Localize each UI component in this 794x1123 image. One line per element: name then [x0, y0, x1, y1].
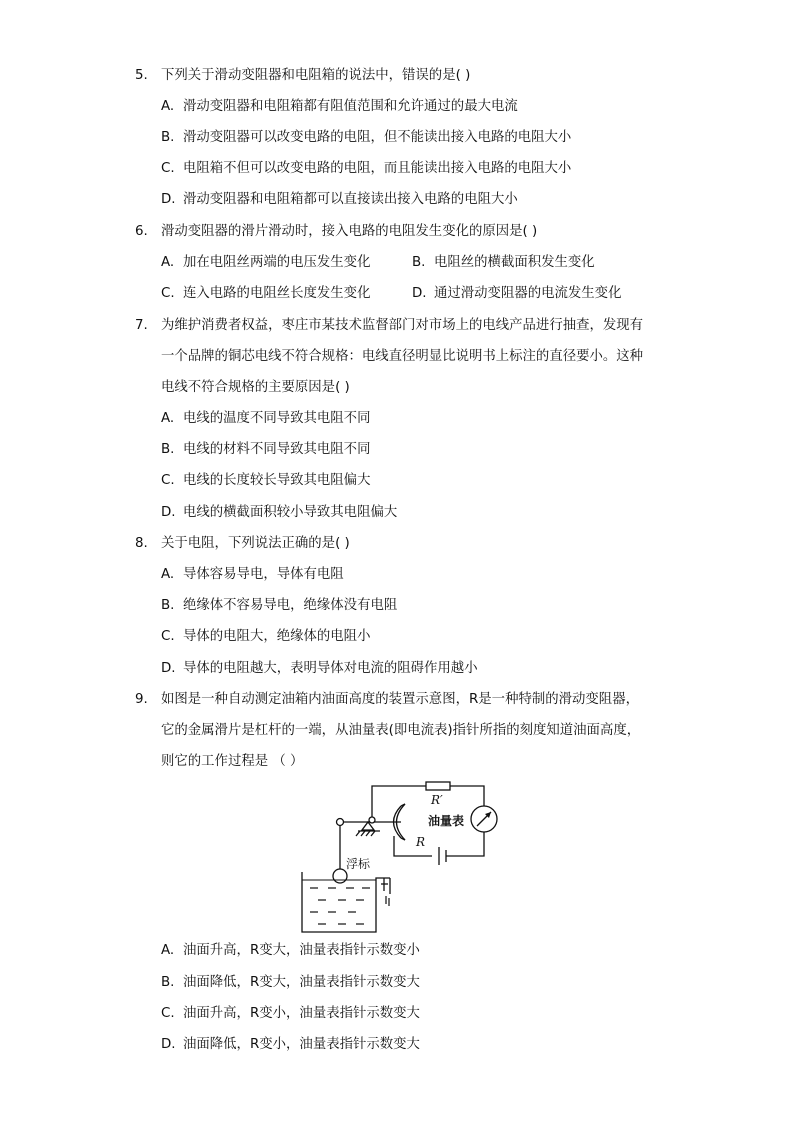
question-stem: 滑动变阻器的滑片滑动时，接入电路的电阻发生变化的原因是( ) [161, 224, 538, 239]
option-text: 电阻丝的横截面积发生变化 [434, 255, 595, 270]
option-letter: D. [161, 661, 176, 676]
option-a [161, 941, 420, 961]
option-text: 油面升高，R变大，油量表指针示数变小 [183, 943, 420, 958]
option-b [412, 253, 595, 273]
option-text: 电线的温度不同导致其电阻不同 [183, 411, 371, 426]
question-stem-line-3: 电线不符合规格的主要原因是( ) [161, 380, 350, 395]
option-letter: B. [161, 975, 175, 990]
question-stem-line-1: 为维护消费者权益，枣庄市某技术监督部门对市场上的电线产品进行抽查，发现有 [161, 318, 644, 333]
question-stem-line-2: 一个品牌的铜芯电线不符合规格：电线直径明显比说明书上标注的直径要小。这种 [161, 349, 644, 364]
option-text: 电线的材料不同导致其电阻不同 [183, 442, 371, 457]
float-icon [333, 869, 347, 883]
option-text: 导体容易导电，导体有电阻 [183, 567, 344, 582]
question-number: 6. [135, 224, 148, 239]
question-stem-line-2: 它的金属滑片是杠杆的一端，从油量表(即电流表)指针所指的刻度知道油面高度， [161, 723, 641, 738]
option-text: 电阻箱不但可以改变电路的电阻，而且能读出接入电路的电阻大小 [183, 161, 572, 176]
option-letter: C. [161, 1006, 175, 1021]
option-letter: B. [161, 598, 175, 613]
option-b [161, 440, 370, 460]
option-d [161, 1035, 420, 1055]
option-letter: C. [161, 473, 175, 488]
option-text: 滑动变阻器和电阻箱都可以直接读出接入电路的电阻大小 [183, 192, 518, 207]
option-a [161, 97, 518, 117]
label-r: R [416, 835, 426, 849]
option-letter: C. [161, 629, 175, 644]
option-text: 导体的电阻越大，表明导体对电流的阻碍作用越小 [183, 661, 478, 676]
option-c [161, 159, 571, 179]
question-stem: 下列关于滑动变阻器和电阻箱的说法中，错误的是( ) [161, 68, 471, 83]
question-stem-line-1: 如图是一种自动测定油箱内油面高度的装置示意图，R是一种特制的滑动变阻器， [161, 692, 639, 707]
option-c [161, 471, 370, 491]
option-text: 连入电路的电阻丝长度发生变化 [183, 286, 371, 301]
option-letter: A. [161, 567, 175, 582]
option-letter: A. [161, 411, 175, 426]
option-text: 电线的横截面积较小导致其电阻偏大 [183, 505, 398, 520]
option-letter: A. [161, 943, 175, 958]
oil-gauge-circuit-diagram [298, 776, 498, 936]
option-c [161, 627, 370, 647]
option-letter: B. [161, 130, 175, 145]
option-letter: D. [161, 1037, 176, 1052]
option-letter: A. [161, 255, 175, 270]
option-c [161, 284, 370, 304]
option-d [412, 284, 621, 304]
option-text: 电线的长度较长导致其电阻偏大 [183, 473, 371, 488]
question-number: 9. [135, 692, 148, 707]
option-letter: B. [412, 255, 426, 270]
question-number: 7. [135, 318, 148, 333]
option-letter: B. [161, 442, 175, 457]
option-d [161, 659, 478, 679]
question-stem: 关于电阻，下列说法正确的是( ) [161, 536, 350, 551]
option-d [161, 190, 518, 210]
option-a [161, 409, 370, 429]
option-letter: D. [161, 192, 176, 207]
option-text: 滑动变阻器可以改变电路的电阻，但不能读出接入电路的电阻大小 [183, 130, 572, 145]
label-float: 浮标 [346, 857, 371, 871]
resistor-r-prime-icon [426, 782, 450, 790]
option-text: 油面升高，R变小，油量表指针示数变大 [183, 1006, 420, 1021]
option-text: 加在电阻丝两端的电压发生变化 [183, 255, 371, 270]
option-text: 滑动变阻器和电阻箱都有阻值范围和允许通过的最大电流 [183, 99, 518, 114]
label-r-prime: R′ [431, 793, 443, 807]
option-text: 通过滑动变阻器的电流发生变化 [434, 286, 622, 301]
option-c [161, 1004, 420, 1024]
option-a [161, 565, 344, 585]
option-b [161, 973, 420, 993]
question-number: 8. [135, 536, 148, 551]
option-text: 油面降低，R变大，油量表指针示数变大 [183, 975, 420, 990]
option-letter: D. [161, 505, 176, 520]
option-letter: D. [412, 286, 427, 301]
question-stem-line-3: 则它的工作过程是 （ ） [161, 754, 304, 769]
question-number: 5. [135, 68, 148, 83]
option-letter: C. [161, 161, 175, 176]
option-b [161, 596, 397, 616]
option-text: 导体的电阻大，绝缘体的电阻小 [183, 629, 371, 644]
option-text: 油面降低，R变小，油量表指针示数变大 [183, 1037, 420, 1052]
option-text: 绝缘体不容易导电，绝缘体没有电阻 [183, 598, 398, 613]
label-oil-meter: 油量表 [428, 814, 465, 828]
option-letter: C. [161, 286, 175, 301]
option-d [161, 503, 397, 523]
option-letter: A. [161, 99, 175, 114]
option-a [161, 253, 370, 273]
option-b [161, 128, 571, 148]
